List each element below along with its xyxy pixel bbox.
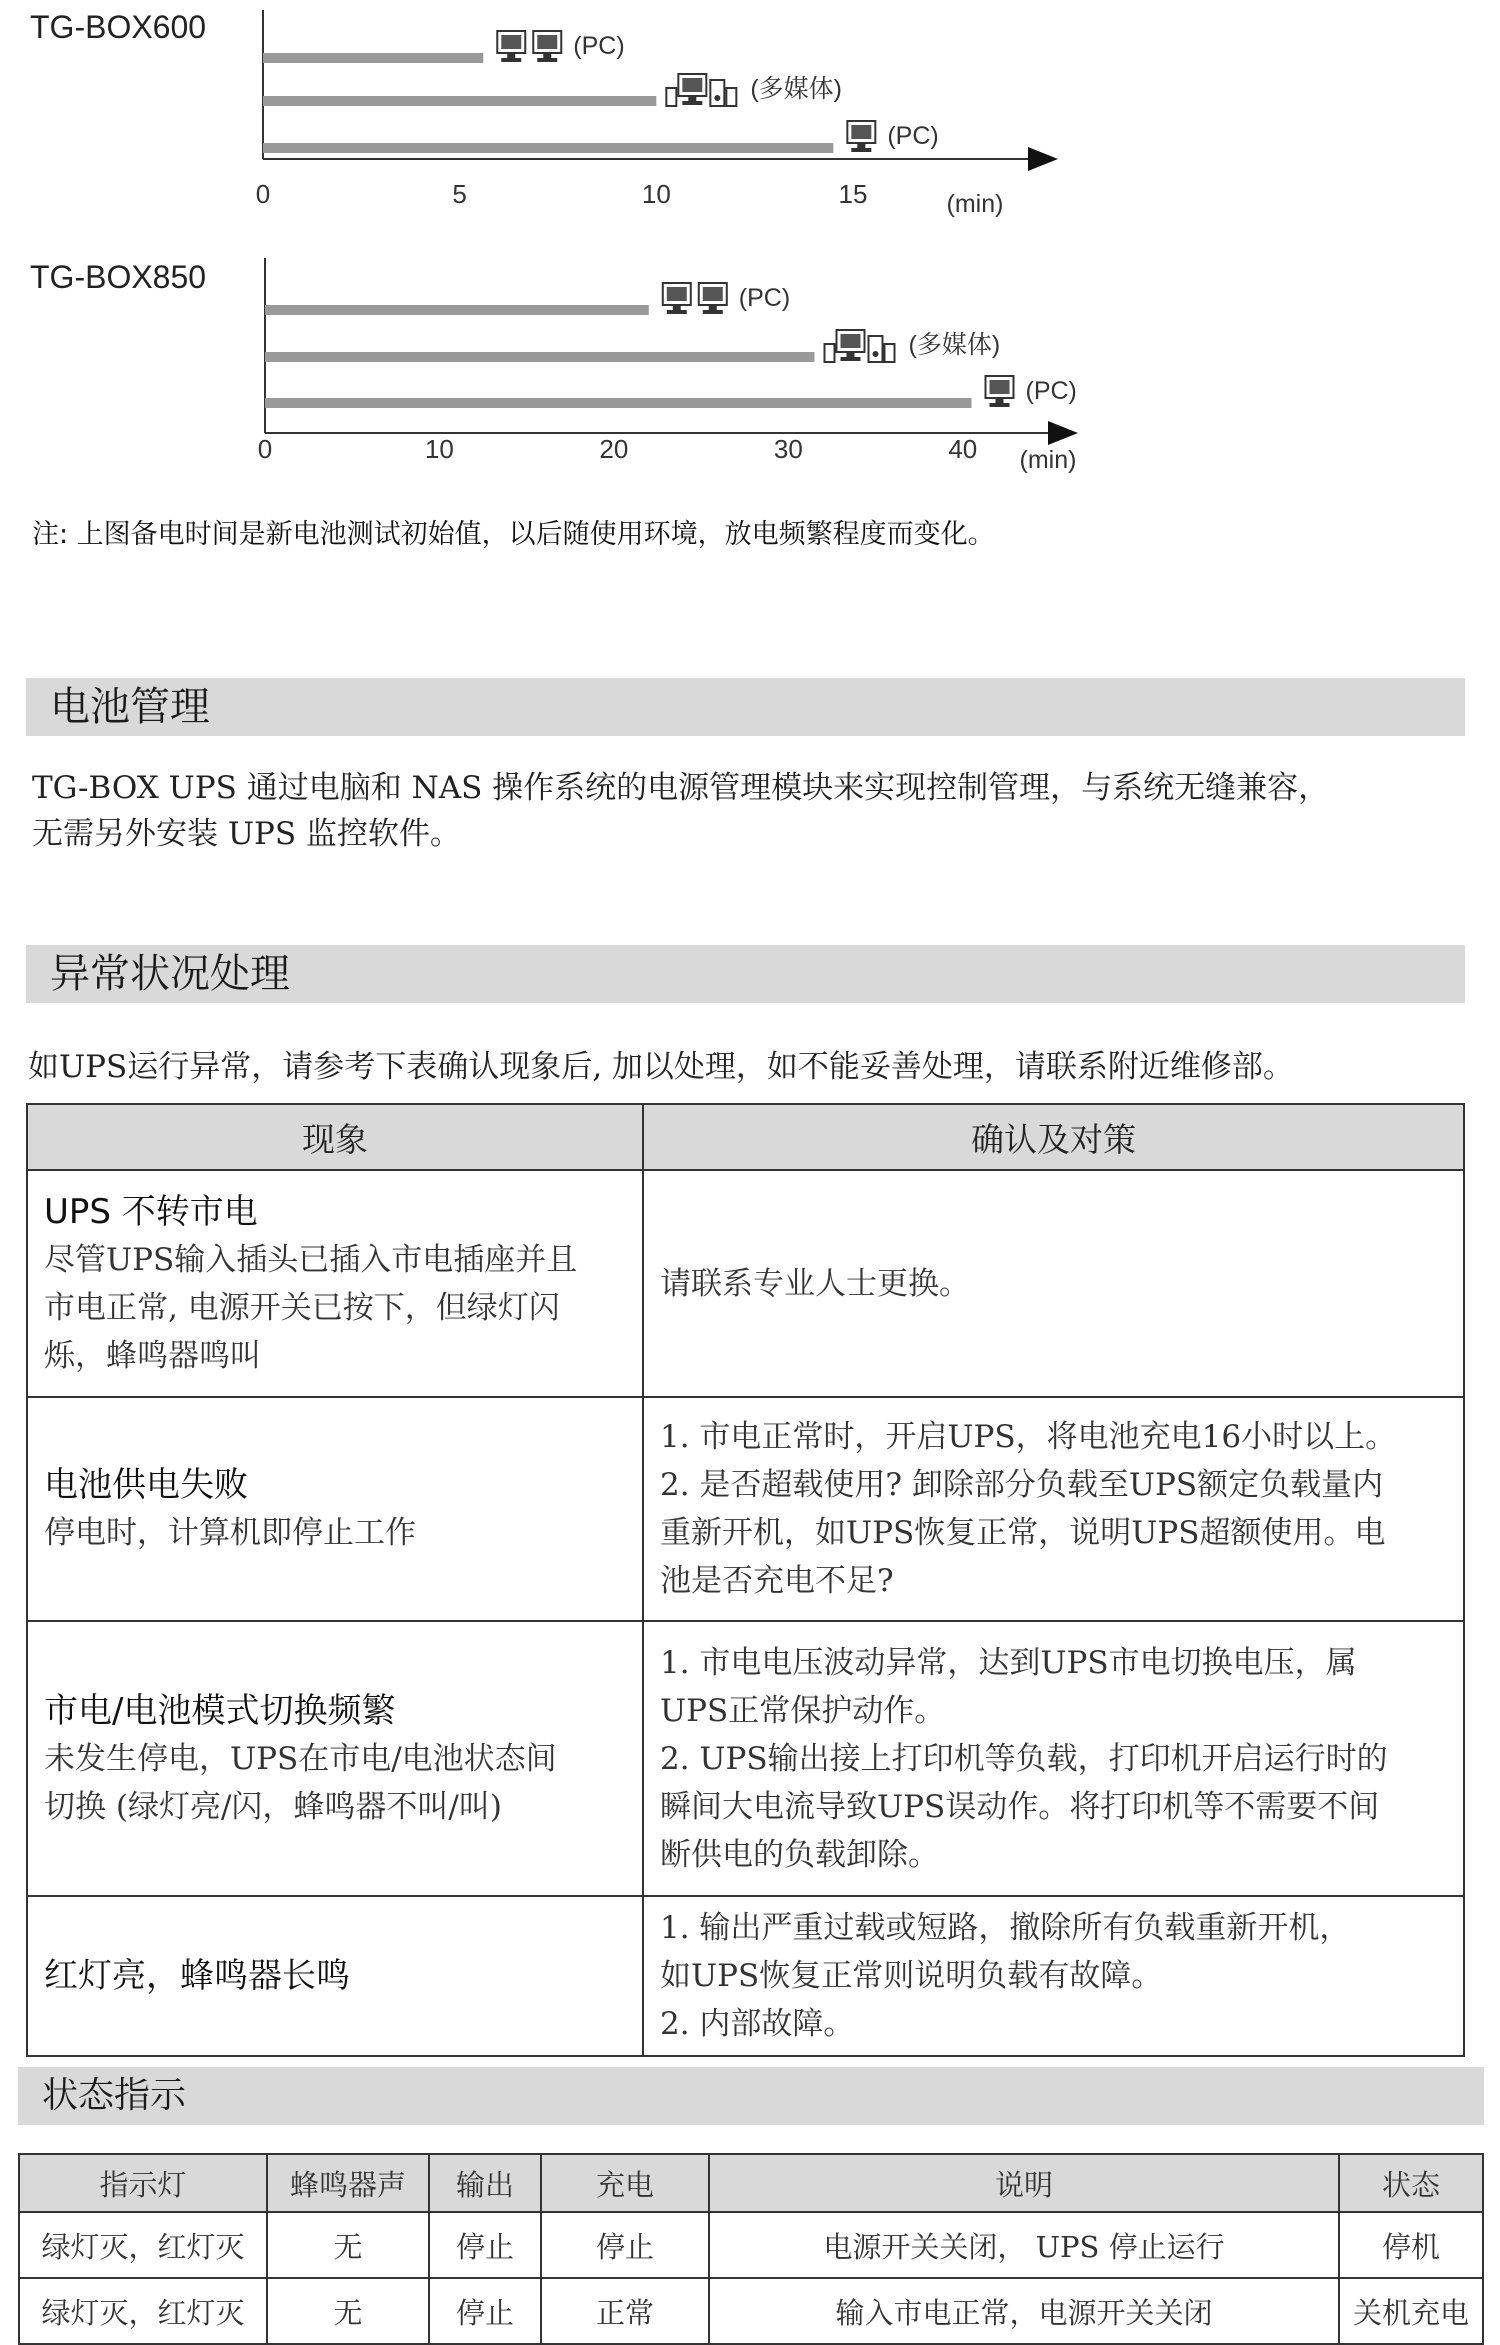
status-cell: 停止 — [429, 2212, 541, 2278]
status-table — [18, 2153, 1484, 2345]
tower-case — [869, 336, 883, 362]
status-col-header: 说明 — [709, 2154, 1339, 2212]
tick-label: 10 — [641, 179, 671, 209]
status-cell: 正常 — [541, 2278, 709, 2344]
computer-icon — [837, 330, 865, 361]
status-col-header: 蜂鸣器声 — [267, 2154, 429, 2212]
status-col-header: 输出 — [429, 2154, 541, 2212]
speaker-right — [726, 88, 736, 106]
symptom-desc-line: 尽管UPS输入插头已插入市电插座并且 — [44, 1241, 578, 1278]
status-cell: 绿灯灭，红灯灭 — [19, 2212, 267, 2278]
solution-line: 2. 是否超载使用? 卸除部分负载至UPS额定负载量内 — [660, 1467, 1384, 1503]
bar-load-label: (多媒体) — [750, 75, 842, 103]
symptom-desc-line: 烁，蜂鸣器鸣叫 — [44, 1337, 261, 1374]
tick-label: 10 — [424, 434, 454, 464]
symptom-title: UPS 不转市电 — [44, 1191, 258, 1232]
runtime-chart-600-svg — [0, 0, 1500, 225]
symptom-cell — [27, 1621, 643, 1896]
solution-line: 2. UPS输出接上打印机等负载，打印机开启运行时的 — [660, 1740, 1388, 1777]
monitor-screen — [990, 380, 1010, 394]
tick-label: 0 — [255, 179, 271, 209]
monitor-screen — [537, 35, 557, 49]
solution-line: 1. 输出严重过载或短路，撤除所有负载重新开机， — [660, 1910, 1351, 1946]
runtime-bar — [265, 352, 815, 362]
monitor-neck — [857, 143, 865, 148]
monitor-base — [501, 58, 521, 62]
bar-load-label: (PC) — [573, 32, 625, 60]
status-cell: 电源开关关闭， UPS 停止运行 — [709, 2212, 1339, 2278]
table-row — [27, 1621, 1464, 1896]
runtime-bar — [263, 53, 483, 63]
symptom-desc-line: 停电时，计算机即停止工作 — [44, 1515, 416, 1551]
bar-load-label: (多媒体) — [908, 331, 1001, 359]
symptom-desc-line: 未发生停电，UPS在市电/电池状态间 — [44, 1740, 557, 1777]
symptom-title: 电池供电失败 — [44, 1465, 248, 1505]
solution-line: 如UPS恢复正常则说明负载有故障。 — [660, 1958, 1163, 1994]
computer-icon — [663, 283, 691, 314]
solution-line: 池是否充电不足? — [660, 1563, 894, 1599]
monitor-neck — [507, 53, 515, 58]
axis-unit-label: (min) — [1019, 446, 1077, 474]
runtime-bar — [265, 305, 649, 315]
bar-load-label: (PC) — [1025, 377, 1077, 405]
table-row — [19, 2278, 1483, 2344]
status-section-heading — [18, 2067, 1484, 2125]
symptom-title: 市电/电池模式切换频繁 — [44, 1690, 396, 1731]
runtime-bar — [263, 96, 656, 106]
speaker-left — [825, 344, 835, 362]
bar-load-label: (PC) — [738, 284, 791, 312]
solution-line: 断供电的负载卸除。 — [660, 1836, 939, 1873]
tick-label: 30 — [773, 434, 803, 464]
x-axis-arrow — [1028, 147, 1058, 171]
tick-label: 5 — [452, 179, 467, 209]
monitor-base — [841, 357, 861, 361]
status-cell: 停止 — [429, 2278, 541, 2344]
monitor-base — [990, 403, 1010, 407]
battery-section-heading — [26, 678, 1465, 736]
solution-line: 1. 市电电压波动异常，达到UPS市电切换电压，属 — [660, 1644, 1357, 1681]
solution-line: 瞬间大电流导致UPS误动作。将打印机等不需要不间 — [660, 1788, 1380, 1825]
status-cell: 关机充电 — [1339, 2278, 1483, 2344]
speaker-left — [666, 88, 676, 106]
tower-case — [710, 80, 724, 106]
computer-icon — [497, 31, 525, 62]
tower-knob — [873, 351, 879, 357]
runtime-bar — [263, 143, 833, 153]
status-heading-text: 状态指示 — [42, 2075, 187, 2116]
symptom-cell — [27, 1397, 643, 1621]
table-row — [27, 1397, 1464, 1621]
status-cell: 停机 — [1339, 2212, 1483, 2278]
tick-label: 15 — [838, 179, 868, 209]
symptom-desc-line: 切换 (绿灯亮/闪，蜂鸣器不叫/叫) — [44, 1788, 502, 1825]
tick-label: 0 — [257, 434, 273, 464]
table-row — [27, 1170, 1464, 1397]
solution-line: 1. 市电正常时，开启UPS，将电池充电16小时以上。 — [660, 1419, 1397, 1455]
col-solution-header: 确认及对策 — [643, 1104, 1464, 1170]
monitor-neck — [688, 96, 696, 101]
multimedia-icon — [825, 330, 895, 362]
x-axis-arrow — [1048, 421, 1078, 445]
monitor-base — [851, 148, 871, 152]
tower-knob — [714, 95, 720, 101]
solution-line: 重新开机，如UPS恢复正常，说明UPS超额使用。电 — [660, 1515, 1386, 1551]
symptom-cell — [27, 1896, 643, 2056]
table-row — [19, 2212, 1483, 2278]
model-label: TG-BOX850 — [30, 259, 207, 295]
solution-line: UPS正常保护动作。 — [660, 1692, 946, 1729]
computer-icon — [847, 121, 875, 152]
monitor-neck — [543, 53, 551, 58]
axis-unit-label: (min) — [946, 190, 1004, 218]
battery-line-1: TG-BOX UPS 通过电脑和 NAS 操作系统的电源管理模块来实现控制管理，与系统无缝兼容， — [32, 770, 1330, 806]
status-col-header: 状态 — [1339, 2154, 1483, 2212]
bar-load-label: (PC) — [887, 122, 939, 150]
monitor-base — [703, 310, 723, 314]
solution-cell — [643, 1397, 1464, 1621]
runtime-chart-850-svg — [0, 250, 1500, 480]
status-cell: 无 — [267, 2278, 429, 2344]
monitor-neck — [709, 305, 717, 310]
monitor-base — [682, 101, 702, 105]
solution-cell — [643, 1170, 1464, 1397]
abnormal-section-heading — [26, 945, 1465, 1003]
table-row — [27, 1896, 1464, 2056]
col-symptom-header: 现象 — [27, 1104, 643, 1170]
battery-heading-text: 电池管理 — [50, 684, 210, 730]
solution-line: 2. 内部故障。 — [660, 2006, 855, 2042]
monitor-neck — [996, 398, 1004, 403]
computer-icon — [986, 376, 1014, 407]
battery-line-2: 无需另外安装 UPS 监控软件。 — [32, 816, 461, 852]
monitor-screen — [682, 78, 702, 92]
speaker-right — [885, 344, 895, 362]
model-label: TG-BOX600 — [30, 9, 207, 45]
status-cell: 停止 — [541, 2212, 709, 2278]
monitor-screen — [667, 287, 687, 301]
symptom-desc-line: 市电正常, 电源开关已按下，但绿灯闪 — [44, 1289, 560, 1326]
runtime-note: 注: 上图备电时间是新电池测试初始值，以后随使用环境，放电频繁程度而变化。 — [32, 519, 995, 550]
monitor-screen — [703, 287, 723, 301]
status-col-header: 充电 — [541, 2154, 709, 2212]
monitor-screen — [501, 35, 521, 49]
battery-paragraph — [32, 765, 1329, 857]
solution-cell — [643, 1621, 1464, 1896]
troubleshooting-table — [26, 1103, 1465, 2057]
runtime-bar — [265, 398, 972, 408]
tick-label: 40 — [948, 434, 978, 464]
computer-icon — [678, 74, 706, 105]
computer-icon — [699, 283, 727, 314]
solution-line: 请联系专业人士更换。 — [660, 1265, 970, 1302]
abnormal-heading-text: 异常状况处理 — [50, 951, 290, 997]
symptom-cell — [27, 1170, 643, 1397]
symptom-title: 红灯亮，蜂鸣器长鸣 — [44, 1956, 350, 1996]
tick-label: 20 — [599, 434, 629, 464]
monitor-base — [667, 310, 687, 314]
status-cell: 无 — [267, 2212, 429, 2278]
monitor-screen — [841, 334, 861, 348]
monitor-neck — [673, 305, 681, 310]
runtime-chart-850 — [0, 250, 1500, 480]
solution-cell — [643, 1896, 1464, 2056]
status-cell: 输入市电正常，电源开关关闭 — [709, 2278, 1339, 2344]
status-cell: 绿灯灭，红灯灭 — [19, 2278, 267, 2344]
status-col-header: 指示灯 — [19, 2154, 267, 2212]
computer-icon — [533, 31, 561, 62]
runtime-chart-600 — [0, 0, 1500, 225]
multimedia-icon — [666, 74, 736, 106]
abnormal-intro: 如UPS运行异常，请参考下表确认现象后, 加以处理，如不能妥善处理，请联系附近维修部。 — [28, 1049, 1294, 1085]
monitor-neck — [847, 352, 855, 357]
monitor-screen — [851, 125, 871, 139]
monitor-base — [537, 58, 557, 62]
